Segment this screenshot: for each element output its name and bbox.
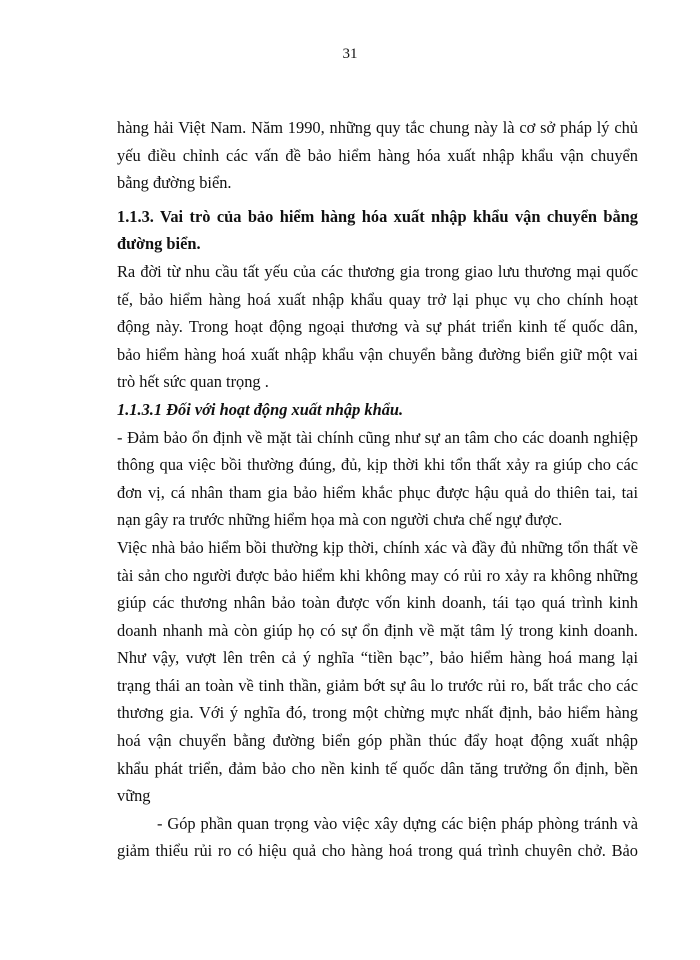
page-content — [117, 114, 638, 865]
text-line: trạng thái an toàn về tinh thần, giảm bớt sự âu lo trước rủi ro, bất trắc cho các — [117, 675, 638, 695]
paragraph-intro — [117, 114, 638, 197]
text-line: tế, bảo hiểm hàng hoá xuất nhập khẩu quay trở lại phục vụ cho chính hoạt — [117, 289, 638, 309]
text-line: bằng đường biển. — [117, 173, 232, 193]
text-line: - Đảm bảo ổn định về mặt tài chính cũng như sự an tâm cho các doanh nghiệp — [117, 427, 638, 447]
heading-line: đường biển. — [117, 234, 201, 254]
text-line: thông qua việc bồi thường đúng, đủ, kịp thời khi tổn thất xảy ra giúp cho các — [117, 455, 638, 475]
text-line: doanh nhanh mà còn giúp họ có sự ổn định về mặt tâm lý trong kinh doanh. — [117, 620, 638, 640]
text-line: giúp các thương nhân bảo toàn được vốn kinh doanh, tái tạo quá trình kinh — [117, 593, 638, 613]
text-line: bảo hiểm hàng hoá xuất nhập khẩu vận chuyển bằng đường biển giữ một vai — [117, 344, 638, 364]
text-line: Việc nhà bảo hiểm bồi thường kịp thời, chính xác và đầy đủ những tổn thất về — [117, 537, 638, 557]
text-line: Như vậy, vượt lên trên cả ý nghĩa “tiền bạc”, bảo hiểm hàng hoá mang lại — [117, 648, 638, 668]
heading-line: 1.1.3.1 Đối với hoạt động xuất nhập khẩu. — [117, 399, 404, 419]
paragraph-risk-prevention — [117, 810, 638, 865]
text-line: nạn gây ra trước những hiểm họa mà con người chưa chế ngự được. — [117, 510, 563, 530]
page-number: 31 — [342, 46, 358, 62]
text-line: giảm thiểu rủi ro có hiệu quả cho hàng hoá trong quá trình chuyên chở. Bảo — [117, 841, 638, 861]
heading-line: 1.1.3. Vai trò của bảo hiểm hàng hóa xuất nhập khẩu vận chuyển bằng — [117, 206, 638, 226]
text-line: hoá vận chuyển bằng đường biển góp phần thúc đẩy hoạt động xuất nhập — [117, 731, 638, 751]
text-line: hàng hải Việt Nam. Năm 1990, những quy tắc chung này là cơ sở pháp lý chủ — [117, 118, 638, 137]
paragraph-financial-stability — [117, 424, 638, 534]
section-heading-1-1-3 — [117, 203, 638, 258]
text-line: thương gia. Với ý nghĩa đó, trong một chừng mực nhất định, bảo hiểm hàng — [117, 703, 638, 723]
text-line: - Góp phần quan trọng vào việc xây dựng các biện pháp phòng tránh và — [157, 813, 638, 833]
text-line: vững — [117, 786, 151, 806]
text-line: tài sản cho người được bảo hiểm khi không may có rủi ro xảy ra không những — [117, 565, 638, 585]
subsection-heading-1-1-3-1 — [117, 396, 638, 424]
text-line: khẩu phát triển, đảm bảo cho nền kinh tế quốc dân tăng trưởng ổn định, bền — [117, 758, 638, 778]
paragraph-role — [117, 258, 638, 396]
text-line: Ra đời từ nhu cầu tất yếu của các thương gia trong giao lưu thương mại quốc — [117, 261, 638, 281]
paragraph-compensation — [117, 534, 638, 810]
text-line: yếu điều chỉnh các vấn đề bảo hiểm hàng hóa xuất nhập khẩu vận chuyển — [117, 145, 638, 165]
text-line: động này. Trong hoạt động ngoại thương và sự phát triển kinh tế quốc dân, — [117, 317, 638, 337]
text-line: đơn vị, cá nhân tham gia bảo hiểm khắc phục được hậu quả do thiên tai, tai — [117, 482, 638, 502]
text-line: trò hết sức quan trọng . — [117, 372, 269, 392]
